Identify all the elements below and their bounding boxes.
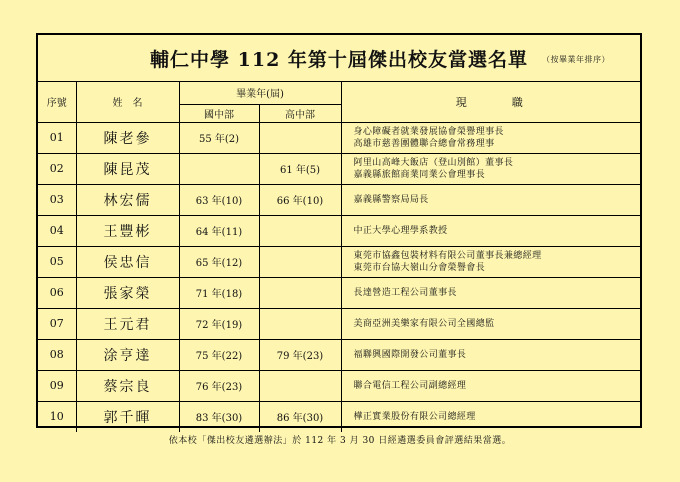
cell-current-position xyxy=(341,401,640,432)
cell-name: 陳老參 xyxy=(76,122,179,153)
position-line: 聯合電信工程公司副總經理 xyxy=(353,380,467,391)
header-junior: 國中部 xyxy=(179,104,259,122)
table-row xyxy=(38,339,640,370)
header-current: 現 職 xyxy=(341,82,640,122)
cell-senior-year xyxy=(259,277,341,308)
position-line: 身心障礙者就業發展協會榮譽理事長 xyxy=(353,126,504,137)
cell-junior-year: 63 年(10) xyxy=(179,184,259,215)
cell-name: 張家榮 xyxy=(76,277,179,308)
cell-senior-year: 66 年(10) xyxy=(259,184,341,215)
cell-name: 侯忠信 xyxy=(76,246,179,277)
cell-senior-year xyxy=(259,246,341,277)
cell-junior-year: 75 年(22) xyxy=(179,339,259,370)
cell-name: 蔡宗良 xyxy=(76,370,179,401)
cell-junior-year: 72 年(19) xyxy=(179,308,259,339)
cell-current-position xyxy=(341,122,640,153)
cell-seq: 01 xyxy=(38,122,76,153)
cell-seq: 09 xyxy=(38,370,76,401)
position-line: 高雄市慈善團體聯合總會常務理事 xyxy=(353,138,495,149)
position-line: 中正大學心理學系教授 xyxy=(353,225,448,236)
cell-seq: 04 xyxy=(38,215,76,246)
cell-senior-year: 79 年(23) xyxy=(259,339,341,370)
table-row xyxy=(38,277,640,308)
cell-name: 郭千暉 xyxy=(76,401,179,432)
cell-current-position xyxy=(341,215,640,246)
cell-junior-year: 55 年(2) xyxy=(179,122,259,153)
cell-name: 王豐彬 xyxy=(76,215,179,246)
cell-current-position xyxy=(341,277,640,308)
table-row xyxy=(38,153,640,184)
cell-junior-year: 71 年(18) xyxy=(179,277,259,308)
cell-current-position xyxy=(341,184,640,215)
cell-seq: 05 xyxy=(38,246,76,277)
position-line: 東莞市台協大嶺山分會榮譽會長 xyxy=(353,262,486,273)
cell-current-position xyxy=(341,153,640,184)
cell-senior-year xyxy=(259,122,341,153)
cell-senior-year xyxy=(259,370,341,401)
cell-name: 陳昆茂 xyxy=(76,153,179,184)
cell-seq: 08 xyxy=(38,339,76,370)
position-line: 阿里山高峰大飯店（登山別館）董事長 xyxy=(353,157,514,168)
alumni-table xyxy=(38,82,640,432)
cell-junior-year: 83 年(30) xyxy=(179,401,259,432)
cell-current-position xyxy=(341,370,640,401)
table-row xyxy=(38,370,640,401)
position-line: 美商亞洲美樂家有限公司全國總監 xyxy=(353,318,495,329)
header-name: 姓 名 xyxy=(76,82,179,122)
title-row xyxy=(38,35,640,82)
position-line: 嘉義縣警察局局長 xyxy=(353,194,429,205)
title-note: （按畢業年排序） xyxy=(542,55,610,64)
header-seq: 序號 xyxy=(38,82,76,122)
cell-seq: 10 xyxy=(38,401,76,432)
cell-current-position xyxy=(341,339,640,370)
table-row xyxy=(38,246,640,277)
table-row xyxy=(38,308,640,339)
page-title: 輔仁中學 112 年第十屆傑出校友當選名單 xyxy=(150,48,528,71)
position-line: 長達營造工程公司董事長 xyxy=(353,287,457,298)
position-line: 樺正實業股份有限公司總經理 xyxy=(353,411,476,422)
cell-junior-year: 64 年(11) xyxy=(179,215,259,246)
cell-seq: 07 xyxy=(38,308,76,339)
cell-name: 王元君 xyxy=(76,308,179,339)
table-row xyxy=(38,401,640,432)
cell-senior-year: 61 年(5) xyxy=(259,153,341,184)
position-line: 東莞市協鑫包裝材料有限公司董事長兼總經理 xyxy=(353,250,542,261)
cell-current-position xyxy=(341,308,640,339)
cell-current-position xyxy=(341,246,640,277)
cell-junior-year xyxy=(179,153,259,184)
table-row xyxy=(38,184,640,215)
cell-seq: 02 xyxy=(38,153,76,184)
table-row xyxy=(38,122,640,153)
cell-senior-year xyxy=(259,215,341,246)
cell-name: 涂亨達 xyxy=(76,339,179,370)
cell-seq: 03 xyxy=(38,184,76,215)
header-senior: 高中部 xyxy=(259,104,341,122)
cell-junior-year: 65 年(12) xyxy=(179,246,259,277)
cell-senior-year xyxy=(259,308,341,339)
table-row xyxy=(38,215,640,246)
position-line: 嘉義縣旅館商業同業公會理事長 xyxy=(353,169,486,180)
cell-senior-year: 86 年(30) xyxy=(259,401,341,432)
cell-seq: 06 xyxy=(38,277,76,308)
award-list-frame xyxy=(36,33,642,428)
position-line: 福聯興國際開發公司董事長 xyxy=(353,349,467,360)
header-grad-year: 畢業年(屆) xyxy=(179,82,341,104)
cell-name: 林宏儒 xyxy=(76,184,179,215)
footer-note: 依本校「傑出校友遴選辦法」於 112 年 3 月 30 日經遴選委員會評選結果當選。 xyxy=(168,436,512,446)
cell-junior-year: 76 年(23) xyxy=(179,370,259,401)
